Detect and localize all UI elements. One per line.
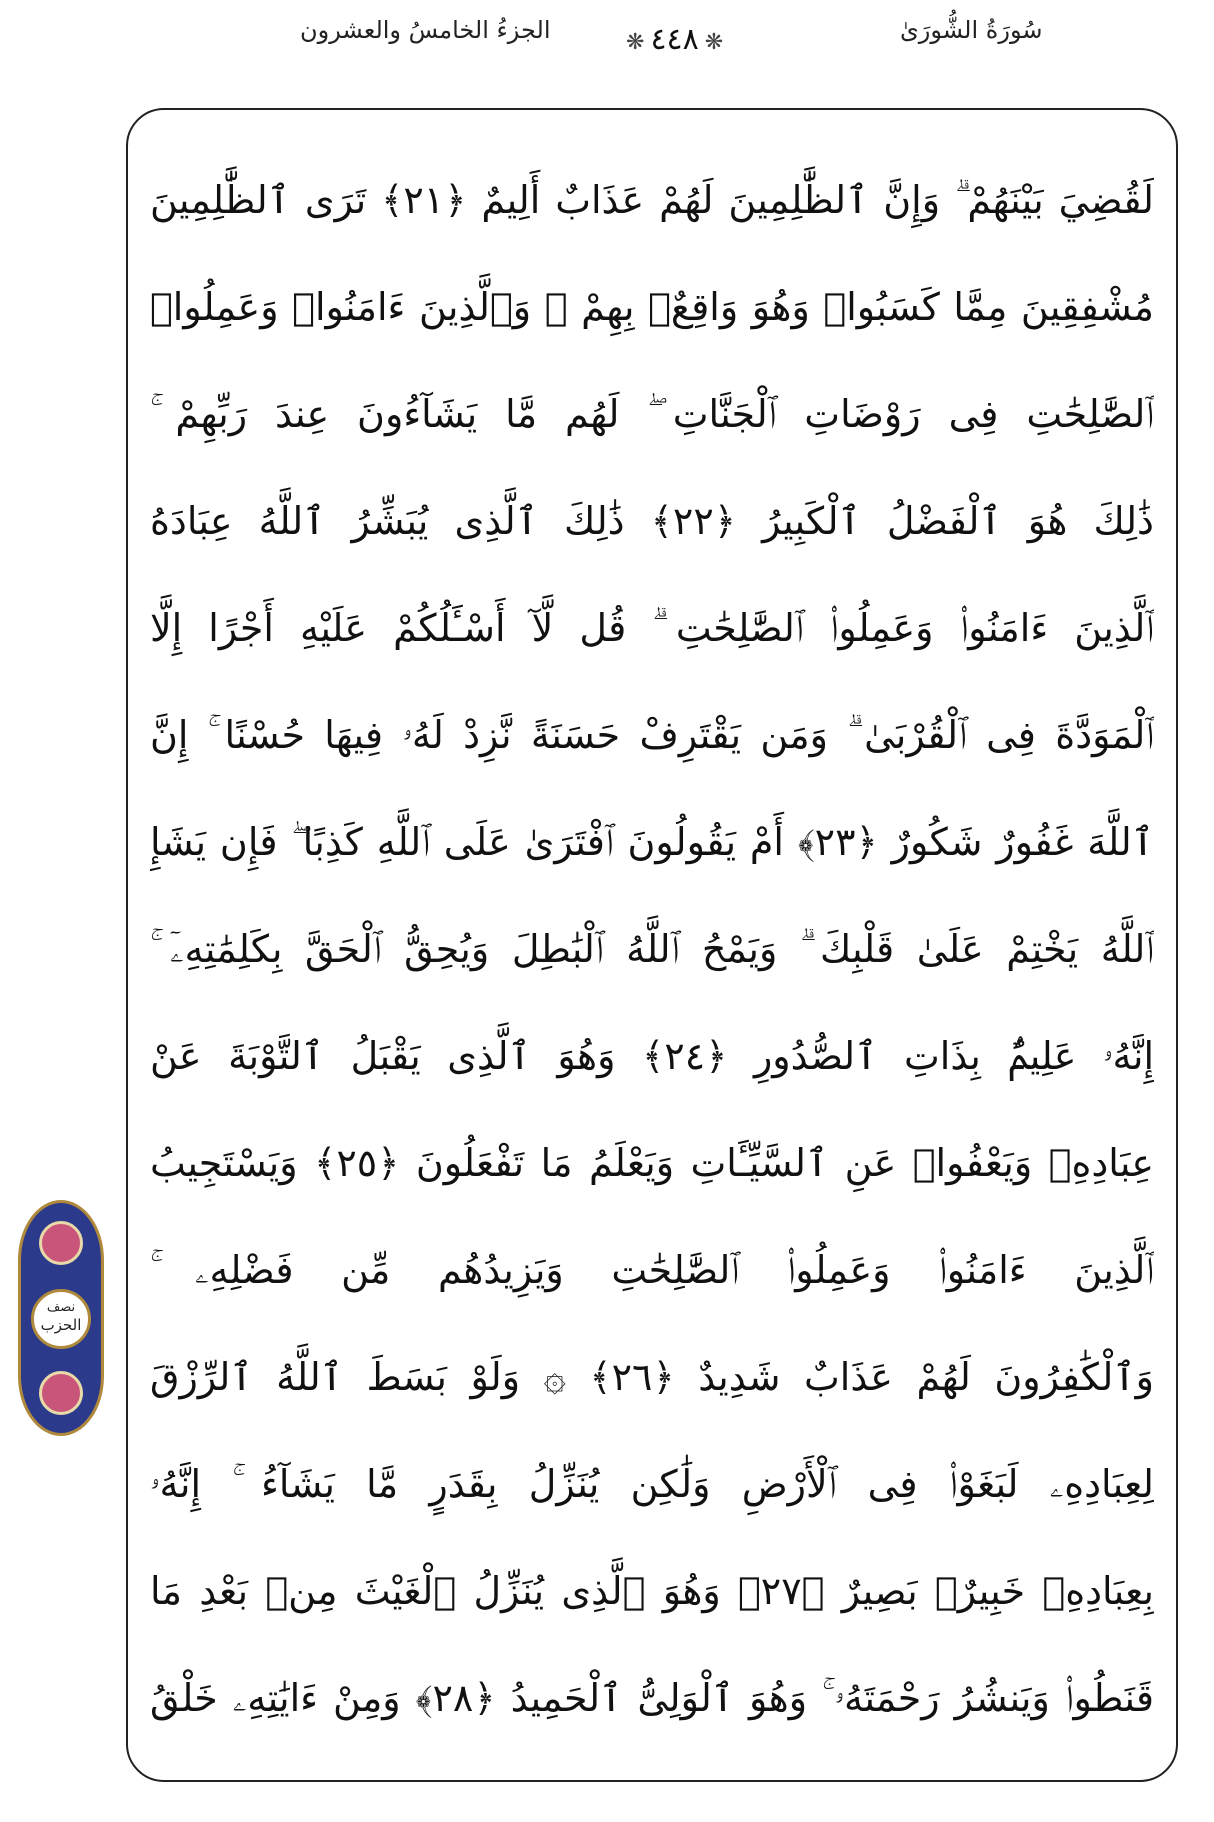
floral-ornament-icon: [39, 1371, 83, 1415]
text-line: ٱلصَّٰلِحَٰتِ فِى رَوْضَاتِ ٱلْجَنَّاتِ ۖ لَهُم مَّا يَشَآءُونَ عِندَ رَبِّهِمْ ۚ: [150, 392, 1154, 436]
text-line: ٱللَّهَ غَفُورٌ شَكُورٌ ﴿٢٣﴾ أَمْ يَقُولُونَ ٱفْتَرَىٰ عَلَى ٱللَّهِ كَذِبًا ۖ فَإِن يَشَإِ: [150, 820, 1154, 864]
hizb-marker: [18, 1200, 104, 1436]
hizb-label-half: نصف: [46, 1300, 76, 1315]
text-line: ٱلْمَوَدَّةَ فِى ٱلْقُرْبَىٰ ۗ وَمَن يَقْتَرِفْ حَسَنَةً نَّزِدْ لَهُۥ فِيهَا حُسْنًا ۚ إِنَّ: [150, 713, 1154, 757]
text-line: ٱلَّذِينَ ءَامَنُوا۟ وَعَمِلُوا۟ ٱلصَّٰلِحَٰتِ وَيَزِيدُهُم مِّن فَضْلِهِۦ ۚ: [150, 1248, 1154, 1292]
page-header: [0, 0, 1214, 90]
surah-title: سُورَةُ الشُّورَىٰ: [900, 16, 1043, 44]
text-line: ذَٰلِكَ هُوَ ٱلْفَضْلُ ٱلْكَبِيرُ ﴿٢٢﴾ ذَٰلِكَ ٱلَّذِى يُبَشِّرُ ٱللَّهُ عِبَادَهُ: [150, 499, 1154, 543]
text-line: لِعِبَادِهِۦ لَبَغَوْا۟ فِى ٱلْأَرْضِ وَلَٰكِن يُنَزِّلُ بِقَدَرٍ مَّا يَشَآءُ ۚ إِنَّهُۥ: [150, 1462, 1154, 1506]
text-line: ٱللَّهُ يَخْتِمْ عَلَىٰ قَلْبِكَ ۗ وَيَمْحُ ٱللَّهُ ٱلْبَٰطِلَ وَيُحِقُّ ٱلْحَقَّ بِكَلِمَٰتِهِۦٓ ۚ: [150, 927, 1154, 971]
text-line: لَقُضِيَ بَيْنَهُمْ ۗ وَإِنَّ ٱلظَّٰلِمِينَ لَهُمْ عَذَابٌ أَلِيمٌ ﴿٢١﴾ تَرَى ٱلظَّٰلِمِينَ: [150, 178, 1154, 222]
text-line: عِبَادِهِۦ وَيَعْفُوا۟ عَنِ ٱلسَّيِّـَٔاتِ وَيَعْلَمُ مَا تَفْعَلُونَ ﴿٢٥﴾ وَيَسْتَجِيبُ: [150, 1141, 1154, 1185]
text-line: ٱلَّذِينَ ءَامَنُوا۟ وَعَمِلُوا۟ ٱلصَّٰلِحَٰتِ ۗ قُل لَّآ أَسْـَٔلُكُمْ عَلَيْهِ أَجْرًا إِلَّا: [150, 606, 1154, 650]
juz-title: الجزءُ الخامسُ والعشرون: [300, 16, 551, 44]
ornament-icon: ❋: [704, 30, 724, 55]
text-line: مُشْفِقِينَ مِمَّا كَسَبُوا۟ وَهُوَ وَاقِعٌۢ بِهِمْ ۗ وَٱلَّذِينَ ءَامَنُوا۟ وَعَمِلُوا۟: [150, 285, 1154, 329]
page-number: ٤٤٨: [650, 22, 699, 57]
floral-ornament-icon: [39, 1221, 83, 1265]
text-line: وَٱلْكَٰفِرُونَ لَهُمْ عَذَابٌ شَدِيدٌ ﴿٢٦﴾ ۞ وَلَوْ بَسَطَ ٱللَّهُ ٱلرِّزْقَ: [150, 1355, 1154, 1399]
hizb-label-hizb: الحزب: [40, 1316, 82, 1334]
ornament-icon: ❋: [626, 30, 645, 55]
page-number-block: [620, 22, 729, 57]
text-line: قَنَطُوا۟ وَيَنشُرُ رَحْمَتَهُۥ ۚ وَهُوَ ٱلْوَلِىُّ ٱلْحَمِيدُ ﴿٢٨﴾ وَمِنْ ءَايَٰتِهِۦ خَلْقُ: [150, 1676, 1154, 1720]
text-line: إِنَّهُۥ عَلِيمٌۢ بِذَاتِ ٱلصُّدُورِ ﴿٢٤﴾ وَهُوَ ٱلَّذِى يَقْبَلُ ٱلتَّوْبَةَ عَنْ: [150, 1034, 1154, 1078]
hizb-medallion: [31, 1289, 91, 1349]
text-line: بِعِبَادِهِۦ خَبِيرٌۢ بَصِيرٌ ﴿٢٧﴾ وَهُوَ ٱلَّذِى يُنَزِّلُ ٱلْغَيْثَ مِنۢ بَعْدِ مَا: [150, 1569, 1154, 1613]
verse-text-block: [150, 150, 1154, 1760]
